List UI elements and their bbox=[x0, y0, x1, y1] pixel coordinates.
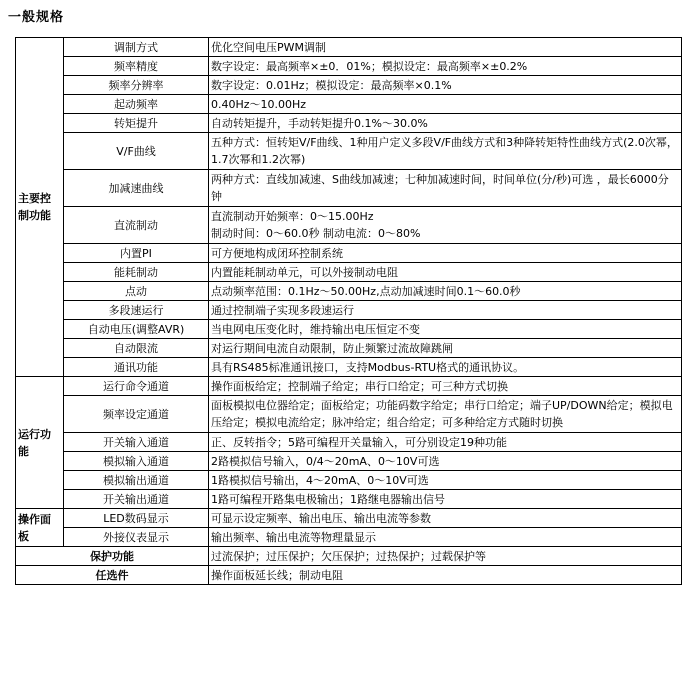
value-cell: 1路可编程开路集电极输出；1路继电器输出信号 bbox=[209, 490, 682, 509]
value-cell: 五种方式：恒转矩V/F曲线、1种用户定义多段V/F曲线方式和3种降转矩特性曲线方式(2.0次幂，1.7次幂和1.2次幂) bbox=[209, 133, 682, 170]
value-cell: 具有RS485标准通讯接口，支持Modbus-RTU格式的通讯协议。 bbox=[209, 358, 682, 377]
category-cell: 保护功能 bbox=[16, 547, 209, 566]
value-cell: 对运行期间电流自动限制，防止频繁过流故障跳闸 bbox=[209, 339, 682, 358]
table-row bbox=[16, 133, 682, 170]
feature-cell: 频率分辨率 bbox=[64, 76, 209, 95]
table-row bbox=[16, 57, 682, 76]
table-row bbox=[16, 207, 682, 244]
feature-cell: 自动电压(调整AVR) bbox=[64, 320, 209, 339]
table-row bbox=[16, 358, 682, 377]
table-row bbox=[16, 320, 682, 339]
table-row bbox=[16, 301, 682, 320]
feature-cell: 转矩提升 bbox=[64, 114, 209, 133]
feature-cell: 多段速运行 bbox=[64, 301, 209, 320]
table-row bbox=[16, 547, 682, 566]
value-cell: 可方便地构成闭环控制系统 bbox=[209, 244, 682, 263]
value-cell: 过流保护；过压保护；欠压保护；过热保护；过载保护等 bbox=[209, 547, 682, 566]
value-cell: 面板模拟电位器给定；面板给定；功能码数字给定；串行口给定；端子UP/DOWN给定；模拟电压给定；模拟电流给定；脉冲给定；组合给定；可多种给定方式随时切换 bbox=[209, 396, 682, 433]
value-cell: 数字设定：最高频率×±0．01%；模拟设定：最高频率×±0.2% bbox=[209, 57, 682, 76]
table-row bbox=[16, 396, 682, 433]
value-cell: 0.40Hz～10.00Hz bbox=[209, 95, 682, 114]
table-row bbox=[16, 377, 682, 396]
table-row bbox=[16, 433, 682, 452]
value-cell: 自动转矩提升，手动转矩提升0.1%～30.0% bbox=[209, 114, 682, 133]
value-cell: 点动频率范围：0.1Hz～50.00Hz,点动加减速时间0.1～60.0秒 bbox=[209, 282, 682, 301]
table-row bbox=[16, 38, 682, 57]
value-cell: 输出频率、输出电流等物理量显示 bbox=[209, 528, 682, 547]
value-cell: 数字设定：0.01Hz；模拟设定：最高频率×0.1% bbox=[209, 76, 682, 95]
value-cell: 通过控制端子实现多段速运行 bbox=[209, 301, 682, 320]
spec-table bbox=[15, 37, 682, 585]
value-cell: 正、反转指令；5路可编程开关量输入，可分别设定19种功能 bbox=[209, 433, 682, 452]
value-cell: 优化空间电压PWM调制 bbox=[209, 38, 682, 57]
feature-cell: 能耗制动 bbox=[64, 263, 209, 282]
feature-cell: 运行命令通道 bbox=[64, 377, 209, 396]
feature-cell: 加减速曲线 bbox=[64, 170, 209, 207]
value-cell: 直流制动开始频率：0～15.00Hz 制动时间：0～60.0秒 制动电流：0～80% bbox=[209, 207, 682, 244]
table-row bbox=[16, 339, 682, 358]
feature-cell: 频率精度 bbox=[64, 57, 209, 76]
value-cell: 2路模拟信号输入，0/4～20mA、0～10V可选 bbox=[209, 452, 682, 471]
table-row bbox=[16, 490, 682, 509]
table-row bbox=[16, 170, 682, 207]
page-title: 一般规格 bbox=[8, 10, 65, 25]
value-cell: 当电网电压变化时，维持输出电压恒定不变 bbox=[209, 320, 682, 339]
category-cell: 主要控 制功能 bbox=[16, 38, 64, 377]
feature-cell: 开关输出通道 bbox=[64, 490, 209, 509]
table-row bbox=[16, 114, 682, 133]
table-row bbox=[16, 509, 682, 528]
feature-cell: V/F曲线 bbox=[64, 133, 209, 170]
feature-cell: 通讯功能 bbox=[64, 358, 209, 377]
feature-cell: 开关输入通道 bbox=[64, 433, 209, 452]
feature-cell: 模拟输入通道 bbox=[64, 452, 209, 471]
value-cell: 1路模拟信号输出，4～20mA、0～10V可选 bbox=[209, 471, 682, 490]
category-cell: 任选件 bbox=[16, 566, 209, 585]
feature-cell: 直流制动 bbox=[64, 207, 209, 244]
table-row bbox=[16, 282, 682, 301]
category-cell: 运行功 能 bbox=[16, 377, 64, 509]
feature-cell: 频率设定通道 bbox=[64, 396, 209, 433]
category-cell: 操作面 板 bbox=[16, 509, 64, 547]
table-row bbox=[16, 566, 682, 585]
feature-cell: 点动 bbox=[64, 282, 209, 301]
table-row bbox=[16, 471, 682, 490]
table-row bbox=[16, 244, 682, 263]
feature-cell: 调制方式 bbox=[64, 38, 209, 57]
table-row bbox=[16, 263, 682, 282]
table-row bbox=[16, 452, 682, 471]
value-cell: 操作面板给定；控制端子给定；串行口给定；可三种方式切换 bbox=[209, 377, 682, 396]
feature-cell: LED数码显示 bbox=[64, 509, 209, 528]
value-cell: 操作面板延长线；制动电阻 bbox=[209, 566, 682, 585]
feature-cell: 外接仪表显示 bbox=[64, 528, 209, 547]
value-cell: 内置能耗制动单元，可以外接制动电阻 bbox=[209, 263, 682, 282]
table-row bbox=[16, 76, 682, 95]
value-cell: 两种方式：直线加减速、S曲线加减速；七种加减速时间，时间单位(分/秒)可选 ，最长6000分钟 bbox=[209, 170, 682, 207]
feature-cell: 内置PI bbox=[64, 244, 209, 263]
feature-cell: 自动限流 bbox=[64, 339, 209, 358]
feature-cell: 模拟输出通道 bbox=[64, 471, 209, 490]
table-row bbox=[16, 528, 682, 547]
feature-cell: 起动频率 bbox=[64, 95, 209, 114]
table-row bbox=[16, 95, 682, 114]
value-cell: 可显示设定频率、输出电压、输出电流等参数 bbox=[209, 509, 682, 528]
